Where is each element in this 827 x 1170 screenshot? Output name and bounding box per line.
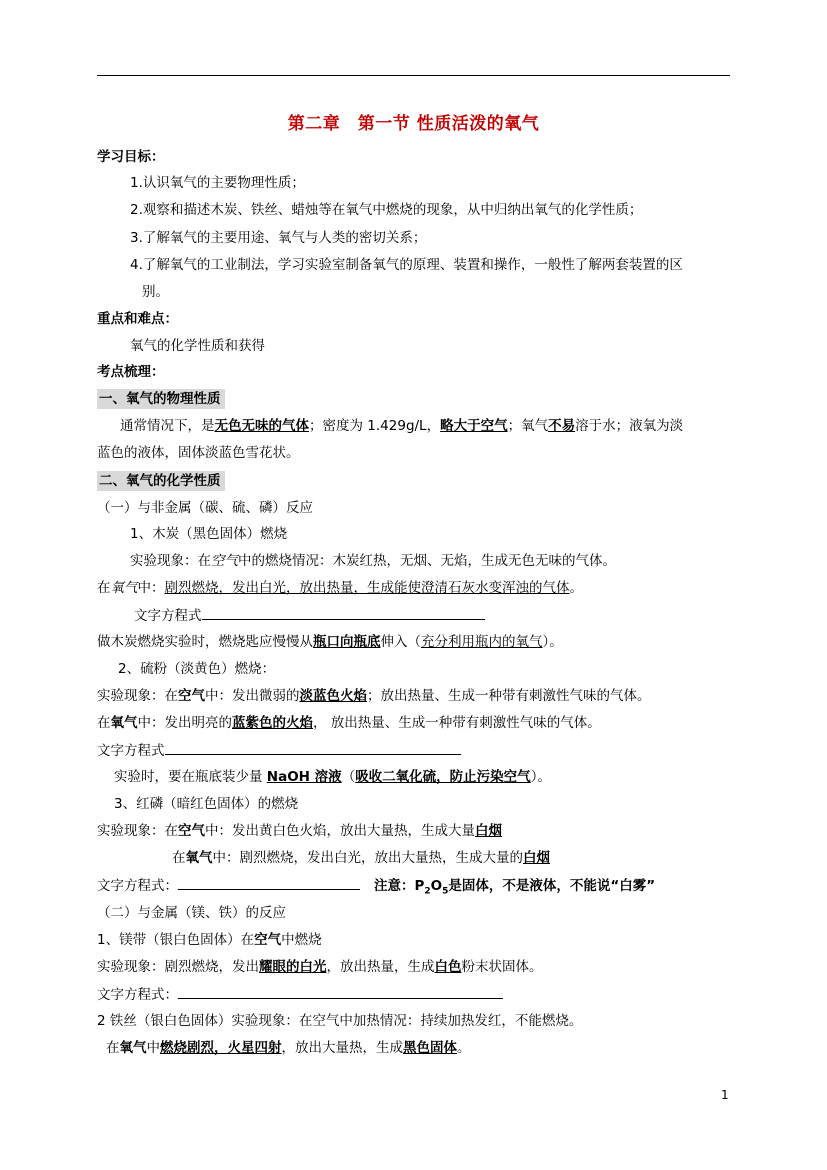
subsection-metal: （二）与金属（镁、铁）的反应 (97, 905, 286, 921)
carbon-title: 1、木炭（黑色固体）燃烧 (130, 526, 288, 542)
carbon-equation: 文字方程式 (134, 605, 485, 626)
goal-item: 别。 (142, 284, 169, 300)
carbon-air: 实验现象：在空气中的燃烧情况：木炭红热，无烟、无焰，生成无色无味的气体。 (130, 553, 616, 569)
goals-heading: 学习目标： (97, 149, 165, 165)
section-heading-physical: 一、氧气的物理性质 (97, 389, 225, 409)
physical-line-1: 通常情况下，是无色无味的气体；密度为 1.429g/L，略大于空气；氧气不易溶于水；液氧为淡 (120, 418, 684, 434)
carbon-oxygen: 在氧气中：剧烈燃烧，发出白光，放出热量，生成能使澄清石灰水变浑浊的气体。 (97, 580, 583, 596)
header-rule (97, 75, 730, 76)
phosphorus-title: 3、红磷（暗红色固体）的燃烧 (114, 796, 299, 812)
answer-blank (165, 740, 461, 755)
sulfur-note: 实验时，要在瓶底装少量 NaOH 溶液（吸收二氧化硫，防止污染空气）。 (114, 769, 551, 785)
goal-item: 1.认识氧气的主要物理性质； (130, 175, 305, 191)
phosphorus-note: 注意：$P_2O_5$是固体，不是液体，不能说“白雾” (374, 878, 656, 897)
page-number: 1 (721, 1088, 729, 1102)
goal-item: 3.了解氧气的主要用途、氧气与人类的密切关系； (130, 230, 427, 246)
review-heading: 考点梳理： (97, 364, 165, 380)
goal-item: 2.观察和描述木炭、铁丝、蜡烛等在氧气中燃烧的现象，从中归纳出氧气的化学性质； (130, 202, 643, 218)
sulfur-title: 2、硫粉（淡黄色）燃烧： (118, 661, 276, 677)
phosphorus-air: 实验现象：在空气中：发出黄白色火焰，放出大量热，生成大量白烟 (97, 823, 502, 839)
goal-item: 4.了解氧气的工业制法，学习实验室制备氧气的原理、装置和操作，一般性了解两套装置的区 (130, 257, 683, 273)
iron-oxygen: 在氧气中燃烧剧烈，火星四射，放出大量热，生成黑色固体。 (106, 1040, 471, 1056)
phosphorus-oxygen: 在氧气中：剧烈燃烧，发出白光，放出大量热，生成大量的白烟 (172, 850, 550, 866)
sulfur-air: 实验现象：在空气中：发出微弱的淡蓝色火焰；放出热量、生成一种带有刺激性气味的气体。 (97, 688, 651, 704)
magnesium-equation: 文字方程式： (97, 984, 503, 1005)
magnesium-title: 1、镁带（银白色固体）在空气中燃烧 (97, 932, 322, 948)
section-heading-chemical: 二、氧气的化学性质 (97, 471, 225, 491)
carbon-note: 做木炭燃烧实验时，燃烧匙应慢慢从瓶口向瓶底伸入（充分利用瓶内的氧气）。 (97, 634, 563, 650)
answer-blank (178, 984, 503, 999)
subsection-nonmetal: （一）与非金属（碳、硫、磷）反应 (97, 500, 313, 516)
sulfur-oxygen: 在氧气中：发出明亮的蓝紫色的火焰， 放出热量、生成一种带有刺激性气味的气体。 (97, 715, 601, 731)
physical-line-2: 蓝色的液体，固体淡蓝色雪花状。 (97, 445, 300, 461)
answer-blank (178, 875, 360, 890)
iron-title: 2 铁丝（银白色固体）实验现象：在空气中加热情况：持续加热发红，不能燃烧。 (97, 1013, 583, 1029)
answer-blank (202, 605, 485, 620)
key-text: 氧气的化学性质和获得 (130, 338, 265, 354)
page-title: 第二章 第一节 性质活泼的氧气 (287, 114, 540, 134)
phosphorus-equation: 文字方程式： 注意：$P_2O_5$是固体，不是液体，不能说“白雾” (97, 875, 655, 902)
magnesium-observation: 实验现象：剧烈燃烧，发出耀眼的白光，放出热量，生成白色粉末状固体。 (97, 959, 543, 975)
key-heading: 重点和难点： (97, 311, 178, 327)
sulfur-equation: 文字方程式 (97, 740, 461, 761)
